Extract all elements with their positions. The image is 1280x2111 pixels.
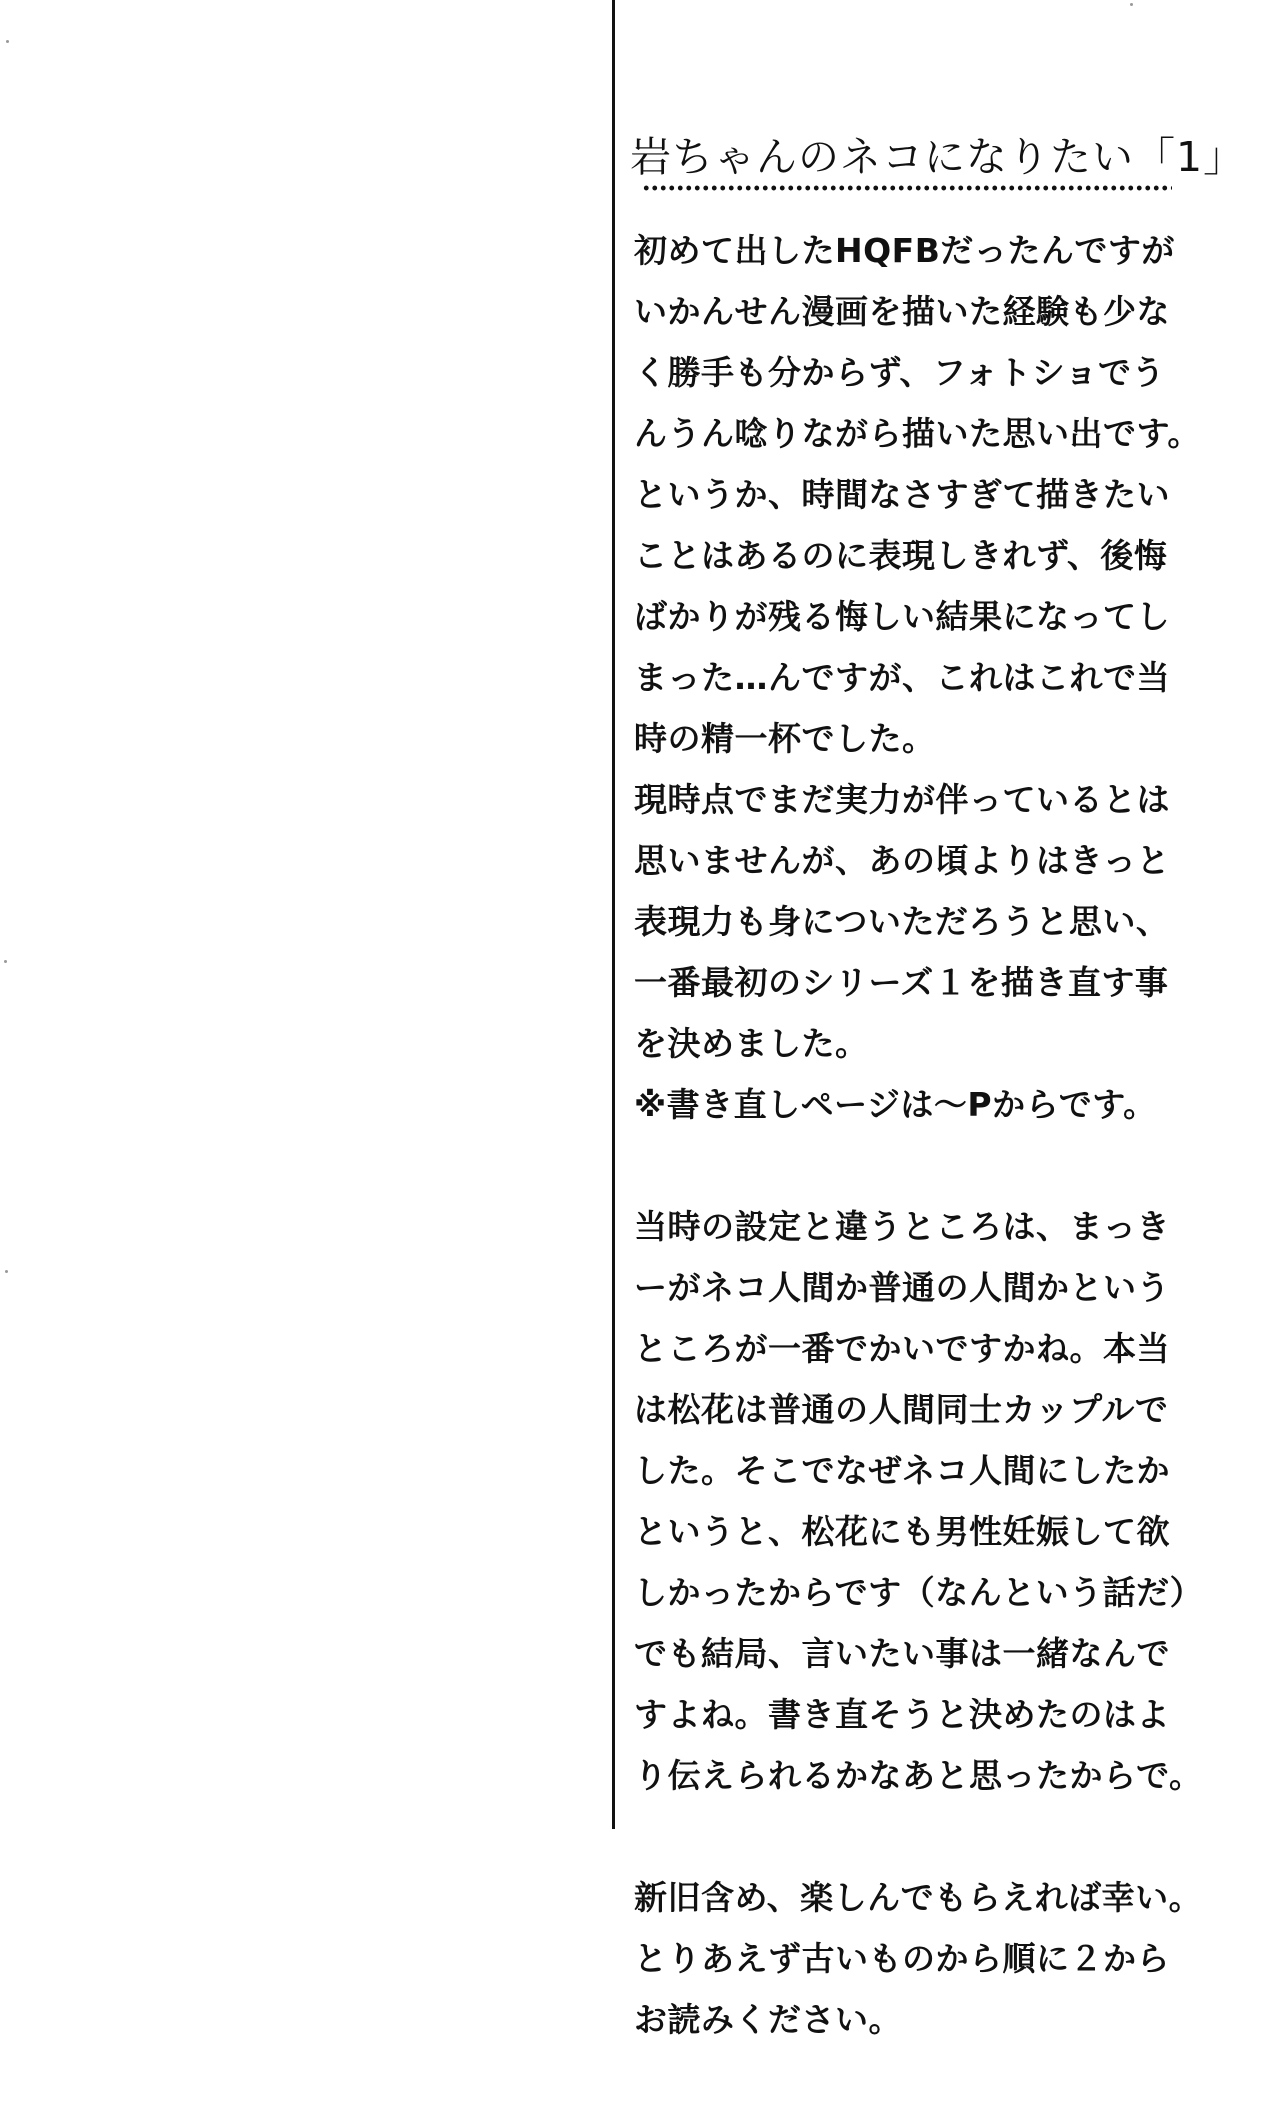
text-line: ことはあるのに表現しきれず、後悔 xyxy=(634,536,1168,575)
scan-speck xyxy=(4,960,7,963)
page-title: 岩ちゃんのネコになりたい「1」 xyxy=(630,133,1246,181)
panel-divider-line xyxy=(612,0,615,1829)
text-line: り伝えられるかなあと思ったからで。 xyxy=(634,1756,1203,1795)
scan-speck xyxy=(5,1270,8,1273)
text-line: 一番最初のシリーズ１を描き直す事 xyxy=(634,963,1169,1002)
text-line: 初めて出したHQFBだったんですが xyxy=(634,231,1175,270)
text-line: んうん唸りながら描いた思い出です。 xyxy=(634,414,1201,453)
text-line: というと、松花にも男性妊娠して欲 xyxy=(634,1512,1170,1551)
scan-speck xyxy=(6,40,9,43)
text-line: すよね。書き直そうと決めたのはよ xyxy=(634,1695,1170,1734)
text-line: 現時点でまだ実力が伴っているとは xyxy=(634,780,1170,819)
text-line: を決めました。 xyxy=(634,1024,869,1063)
text-line: ーがネコ人間か普通の人間かという xyxy=(634,1268,1170,1307)
text-line: しかったからです（なんという話だ） xyxy=(634,1573,1204,1612)
text-line: した。そこでなぜネコ人間にしたか xyxy=(634,1451,1170,1490)
text-line: ※書き直しページは〜Pからです。 xyxy=(634,1085,1157,1124)
text-line: お読みください。 xyxy=(634,2000,902,2039)
text-line: 当時の設定と違うところは、まっき xyxy=(634,1207,1170,1246)
text-line: 時の精一杯でした。 xyxy=(634,719,936,758)
text-line: く勝手も分からず、フォトショでう xyxy=(634,353,1166,392)
text-line: でも結局、言いたい事は一緒なんで xyxy=(634,1634,1170,1673)
text-line: 新旧含め、楽しんでもらえれば幸い。 xyxy=(634,1878,1203,1917)
afterword-body xyxy=(634,220,1234,2111)
text-line: というか、時間なさすぎて描きたい xyxy=(634,475,1170,514)
paragraph-2 xyxy=(634,1196,1234,1806)
text-line: ばかりが残る悔しい結果になってし xyxy=(634,597,1170,636)
text-line: とりあえず古いものから順に２から xyxy=(634,1939,1170,1978)
text-line: 思いませんが、あの頃よりはきっと xyxy=(634,841,1170,880)
paragraph-3 xyxy=(634,1867,1234,2050)
text-line: まった…んですが、これはこれで当 xyxy=(634,658,1170,697)
scan-speck xyxy=(1130,3,1133,6)
text-line: いかんせん漫画を描いた経験も少な xyxy=(634,292,1170,331)
text-line: は松花は普通の人間同士カップルで xyxy=(634,1390,1169,1429)
dotted-separator xyxy=(642,182,1172,194)
paragraph-1 xyxy=(634,220,1234,1135)
text-line: 表現力も身についただろうと思い、 xyxy=(634,902,1170,941)
text-line: ところが一番でかいですかね。本当 xyxy=(634,1329,1170,1368)
